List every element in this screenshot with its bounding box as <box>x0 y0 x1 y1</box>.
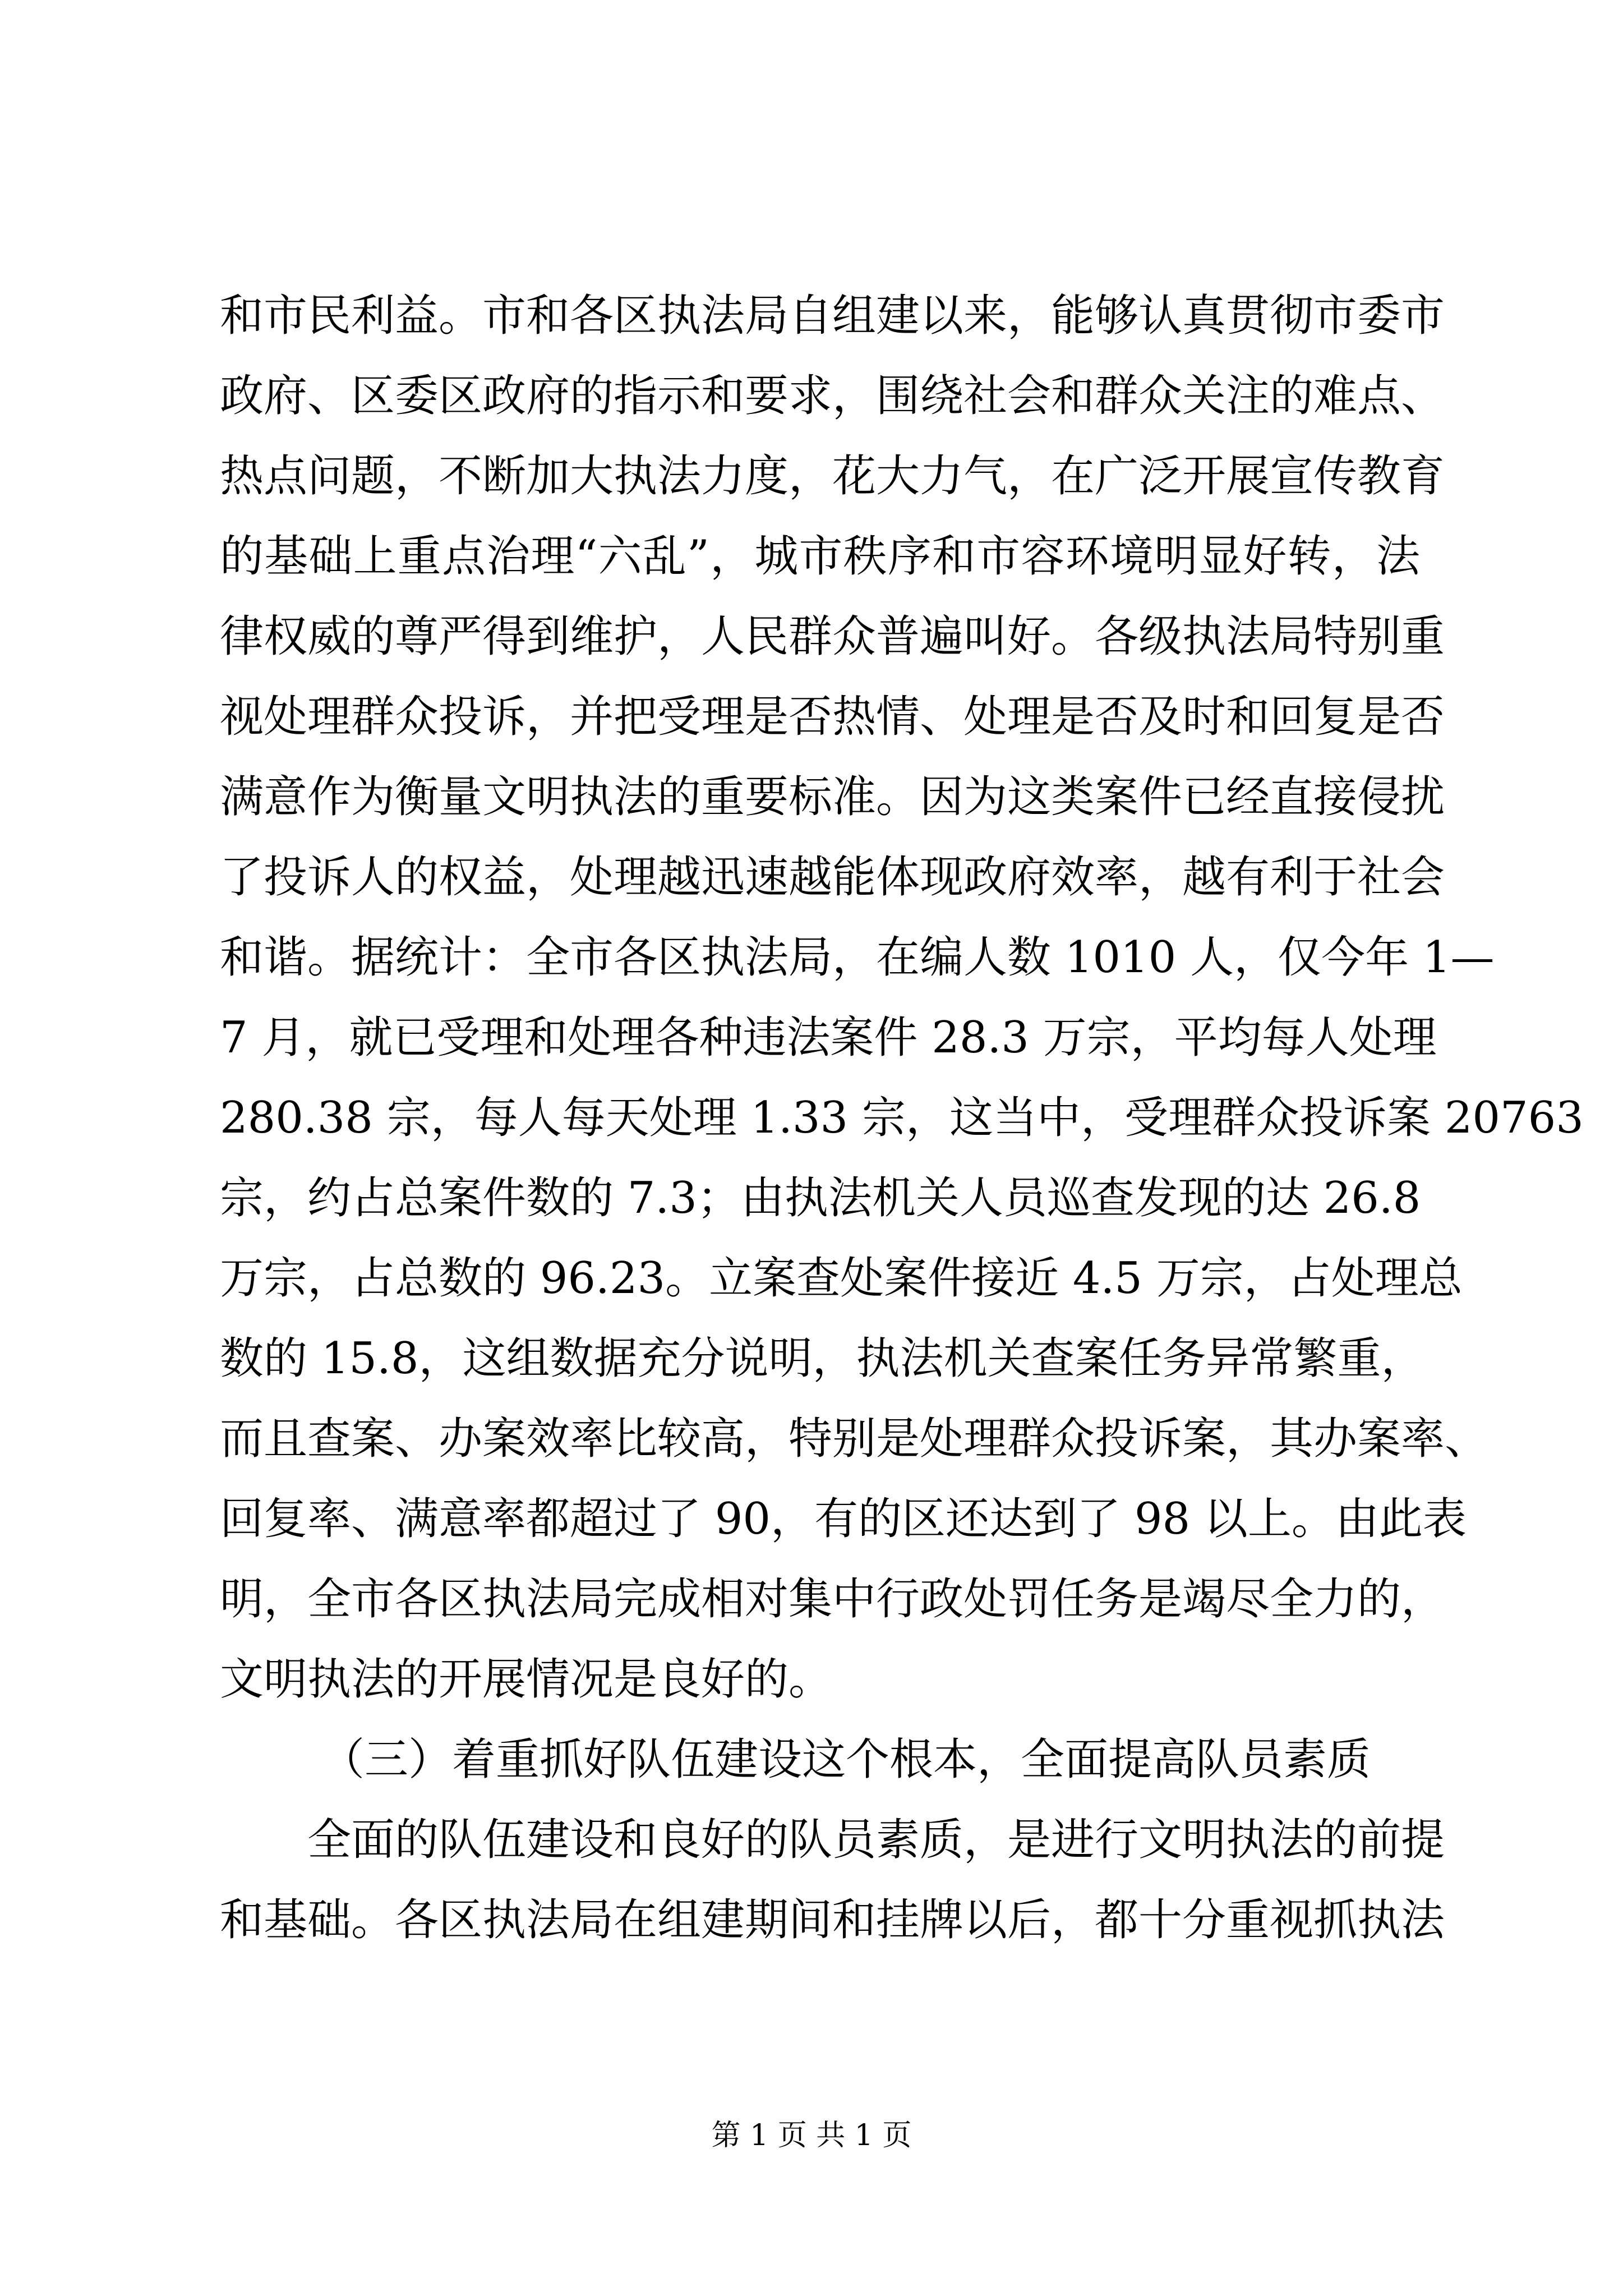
paragraph-1-line-10: 7 月，就已受理和处理各种违法案件 28.3 万宗，平均每人处理 <box>220 1013 1437 1063</box>
paragraph-1-line-15: 而且查案、办案效率比较高，特别是处理群众投诉案，其办案率、 <box>220 1414 1489 1464</box>
paragraph-1-line-8: 了投诉人的权益，处理越迅速越能体现政府效率，越有利于社会 <box>220 852 1445 903</box>
paragraph-1-line-18: 文明执法的开展情况是良好的。 <box>220 1654 833 1705</box>
paragraph-1-line-7: 满意作为衡量文明执法的重要标准。因为这类案件已经直接侵扰 <box>220 772 1445 822</box>
paragraph-1-line-6: 视处理群众投诉，并把受理是否热情、处理是否及时和回复是否 <box>220 692 1445 742</box>
paragraph-1-line-2: 政府、区委区政府的指示和要求，围绕社会和群众关注的难点、 <box>220 371 1445 421</box>
paragraph-1-line-4: 的基础上重点治理“六乱”，城市秩序和市容环境明显好转，法 <box>220 531 1420 582</box>
paragraph-1-line-14: 数的 15.8，这组数据充分说明，执法机关查案任务异常繁重， <box>220 1333 1425 1384</box>
paragraph-1-line-1: 和市民利益。市和各区执法局自组建以来，能够认真贯彻市委市 <box>220 291 1445 341</box>
paragraph-1-line-13: 万宗，占总数的 96.23。立案查处案件接近 4.5 万宗，占处理总 <box>220 1253 1463 1304</box>
paragraph-1-line-17: 明，全市各区执法局完成相对集中行政处罚任务是竭尽全力的， <box>220 1574 1445 1625</box>
paragraph-1-line-3: 热点问题，不断加大执法力度，花大力气，在广泛开展宣传教育 <box>220 451 1445 501</box>
paragraph-1-line-16: 回复率、满意率都超过了 90，有的区还达到了 98 以上。由此表 <box>220 1494 1467 1544</box>
page-footer: 第 1 页 共 1 页 <box>711 2119 912 2152</box>
paragraph-1-line-11: 280.38 宗，每人每天处理 1.33 宗，这当中，受理群众投诉案 20763 <box>220 1093 1584 1143</box>
paragraph-2-line-2: 和基础。各区执法局在组建期间和挂牌以后，都十分重视抓执法 <box>220 1895 1445 1945</box>
section-heading: （三）着重抓好队伍建设这个根本，全面提高队员素质 <box>321 1734 1371 1785</box>
paragraph-2-line-1: 全面的队伍建设和良好的队员素质，是进行文明执法的前提 <box>307 1815 1445 1865</box>
paragraph-1-line-5: 律权威的尊严得到维护，人民群众普遍叫好。各级执法局特别重 <box>220 611 1445 662</box>
document-body <box>220 276 1584 1961</box>
paragraph-1-line-12: 宗，约占总案件数的 7.3；由执法机关人员巡查发现的达 26.8 <box>220 1173 1421 1223</box>
paragraph-1-line-9: 和谐。据统计：全市各区执法局，在编人数 1010 人，仅今年 1— <box>220 932 1495 983</box>
